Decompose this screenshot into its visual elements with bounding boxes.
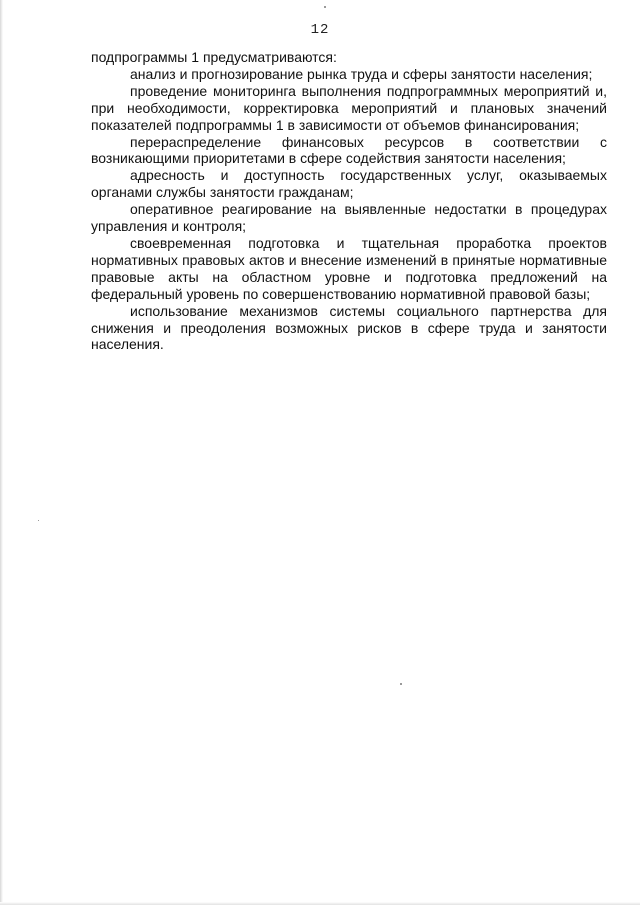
page-number: 12: [310, 22, 330, 38]
paragraph-legal-acts: своевременная подготовка и тщательная проработка проектов нормативных правовых актов и внесение изменений в принятые нормативные правовые акты на областном уровне и подготовка предложений на федеральный уровень по совершенствованию нормативной правовой базы;: [91, 234, 607, 302]
paragraph-labor-market-analysis: анализ и прогнозирование рынка труда и сферы занятости населения;: [130, 65, 593, 82]
paragraph-resource-redistribution: перераспределение финансовых ресурсов в соответствии с возникающими приоритетами в сфере содействия занятости населения;: [91, 133, 607, 167]
document-body: [91, 49, 607, 353]
scan-speck: [324, 6, 326, 8]
paragraph-rapid-response: оперативное реагирование на выявленные недостатки в процедурах управления и контроля;: [91, 201, 607, 235]
paragraph-intro: подпрограммы 1 предусматриваются:: [91, 49, 337, 65]
paragraph-monitoring: проведение мониторинга выполнения подпрограммных мероприятий и, при необходимости, корректировка мероприятий и плановых значений показателей подпрограммы 1 в зависимости от объемов финансирования;: [91, 82, 607, 133]
paragraph-social-partnership: использование механизмов системы социального партнерства для снижения и преодоления возможных рисков в сфере труда и занятости населения.: [91, 302, 607, 353]
scan-speck: [400, 683, 402, 685]
scan-left-edge: [0, 0, 3, 905]
scan-speck: [38, 520, 39, 521]
paragraph-targeted-services: адресность и доступность государственных услуг, оказываемых органами службы занятости гражданам;: [91, 167, 607, 201]
